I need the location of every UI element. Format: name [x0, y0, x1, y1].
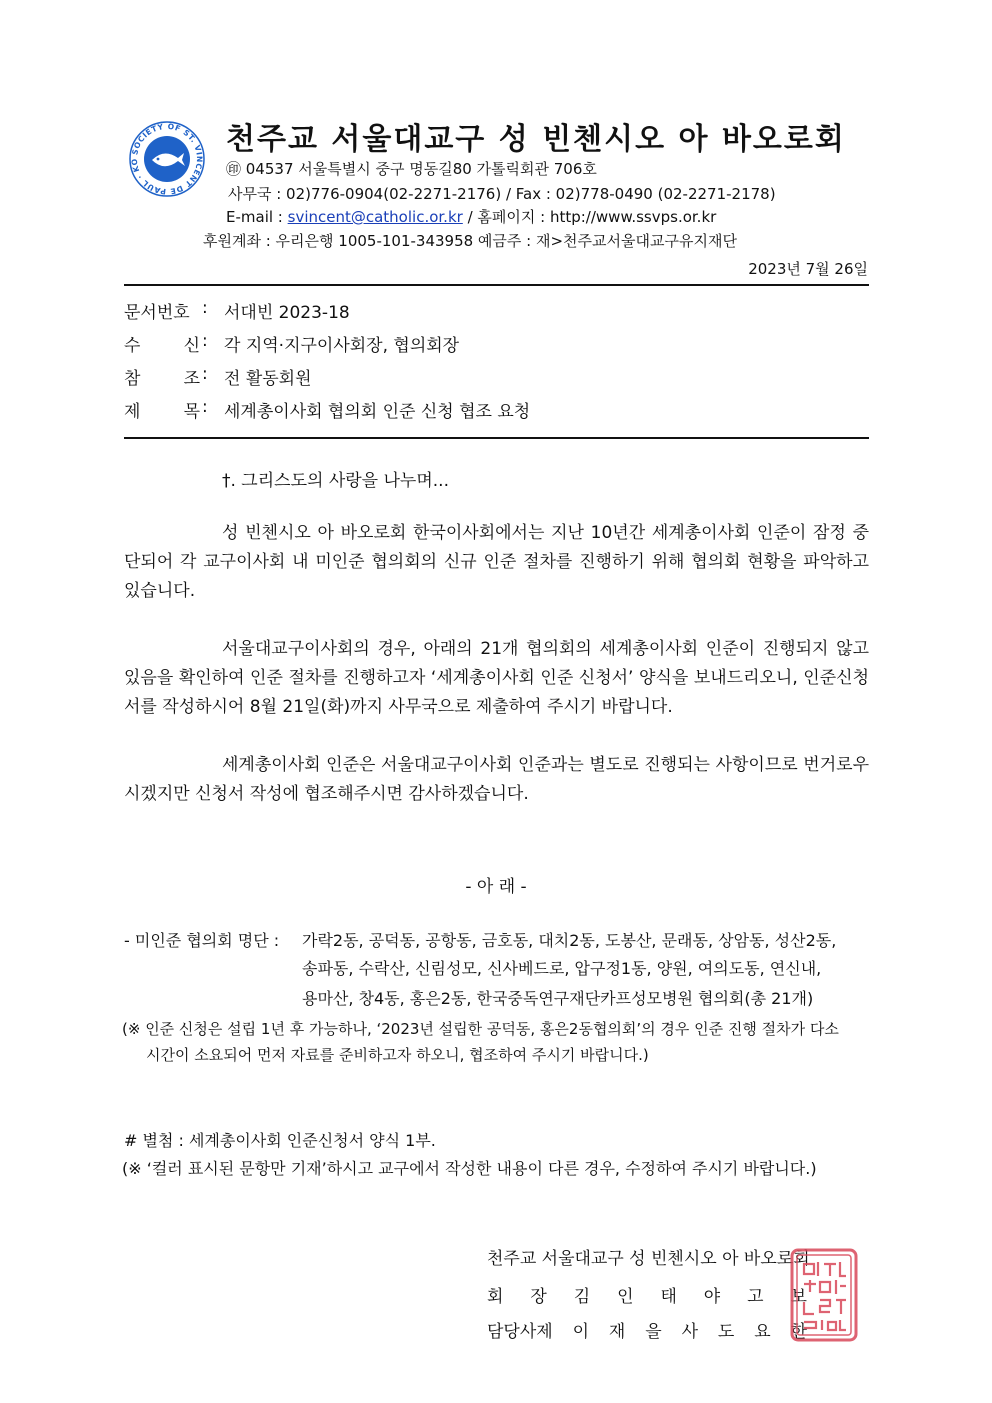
address-line: ㊞ 04537 서울특별시 중구 명동길80 가톨릭회관 706호 [226, 160, 597, 178]
below-heading: - 아 래 - [465, 877, 527, 897]
divider-bottom [124, 437, 869, 439]
divider-top [124, 284, 869, 286]
meta-label-char: 제 [124, 402, 141, 422]
meta-value: 각 지역·지구이사회장, 협의회장 [224, 336, 460, 356]
meta-label-char: 신 [183, 336, 200, 356]
approval-note [122, 1016, 870, 1068]
president-name-char: 고 [747, 1287, 764, 1307]
president-name-char: 김 [573, 1287, 591, 1307]
meta-label-char: 수 [124, 336, 141, 356]
meta-label [124, 331, 200, 356]
official-seal-stamp [790, 1248, 858, 1342]
meta-value: 세계총이사회 협의회 인준 신청 협조 요청 [224, 402, 531, 422]
priest-name-char: 요 [754, 1322, 771, 1342]
meta-value: 전 활동회원 [224, 369, 312, 389]
president-name-char: 태 [660, 1287, 677, 1307]
attachment-line: # 별첨 : 세계총이사회 인준신청서 양식 1부. [124, 1131, 436, 1150]
priest-name-char: 한 [790, 1322, 807, 1342]
president-name-char: 인 [617, 1287, 634, 1307]
greeting: †. 그리스도의 사랑을 나누며... [222, 471, 449, 491]
org-title: 천주교 서울대교구 성 빈첸시오 아 바오로회 [226, 122, 846, 157]
paragraph-1: 성 빈첸시오 아 바오로회 한국이사회에서는 지난 10년간 세계총이사회 인준이 잠정 중단되어 각 교구이사회 내 미인준 협의회의 신규 인준 절차를 진행하기 위해 협의회 현황을 파악하고 있습니다. [124, 523, 869, 601]
unapproved-list-line: 가락2동, 공덕동, 공항동, 금호동, 대치2동, 도봉산, 문래동, 상암동, 성산2동, [302, 931, 837, 950]
meta-label [124, 364, 200, 389]
meta-label: 문서번호 [124, 303, 190, 323]
priest-name-char: 이 [572, 1322, 590, 1342]
note-line: (※ 인준 신청은 설립 1년 후 가능하나, ‘2023년 설립한 공덕동, 홍은2동협의회’의 경우 인준 진행 절차가 다소 [122, 1020, 839, 1038]
president-title-char: 장 [530, 1287, 547, 1307]
logo-ring-text: SOCIETY OF ST. VINCENT DE PAUL · KO [129, 121, 205, 197]
president-title-char: 회 [487, 1287, 504, 1307]
meta-label-char: 목 [183, 402, 200, 422]
unapproved-list-line: 송파동, 수락산, 신림성모, 신사베드로, 압구정1동, 양원, 여의도동, 연신내, [302, 959, 822, 978]
office-contact-line: 사무국 : 02)776-0904(02-2271-2176) / Fax : 02)778-0490 (02-2271-2178) [228, 185, 776, 203]
document-date: 2023년 7월 26일 [748, 260, 868, 278]
signature-org: 천주교 서울대교구 성 빈첸시오 아 바오로회 [487, 1249, 810, 1269]
society-logo [128, 120, 206, 198]
note-line: 시간이 소요되어 먼저 자료를 준비하고자 하오니, 협조하여 주시기 바랍니다.) [146, 1046, 649, 1064]
signature-president [487, 1282, 807, 1307]
signature-priest [487, 1317, 807, 1342]
priest-name-char: 도 [717, 1322, 735, 1342]
president-name-char: 야 [703, 1287, 721, 1307]
attachment-note: (※ ‘컬러 표시된 문항만 기재’하시고 교구에서 작성한 내용이 다른 경우, 수정하여 주시기 바랍니다.) [122, 1159, 817, 1178]
paragraph-3: 세계총이사회 인준은 서울대교구이사회 인준과는 별도로 진행되는 사항이므로 번거로우시겠지만 신청서 작성에 협조해주시면 감사하겠습니다. [124, 755, 869, 804]
homepage-text: / 홈페이지 : http://www.ssvps.or.kr [462, 208, 717, 226]
email-link[interactable]: svincent@catholic.or.kr [287, 208, 463, 226]
priest-title: 담당사제 [487, 1322, 553, 1342]
priest-name-char: 을 [645, 1322, 662, 1342]
unapproved-list-line: 용마산, 창4동, 홍은2동, 한국중독연구재단카프성모병원 협의회(총 21개) [302, 989, 814, 1008]
email-label: E-mail : [226, 208, 288, 226]
meta-label [124, 397, 200, 422]
email-homepage-line [226, 206, 716, 227]
priest-name-char: 재 [608, 1322, 626, 1342]
meta-label-char: 참 [124, 369, 141, 389]
meta-label-char: 조 [183, 369, 200, 389]
priest-name-char: 사 [681, 1322, 699, 1342]
president-name-char: 보 [790, 1287, 807, 1307]
unapproved-list-label: - 미인준 협의회 명단 : [124, 931, 280, 950]
bank-account-line: 후원계좌 : 우리은행 1005-101-343958 예금주 : 재>천주교서울대교구유지재단 [203, 232, 737, 250]
meta-value: 서대빈 2023-18 [224, 303, 350, 323]
paragraph-2: 서울대교구이사회의 경우, 아래의 21개 협의회의 세계총이사회 인준이 진행되지 않고 있음을 확인하여 인준 절차를 진행하고자 ‘세계총이사회 인준 신청서’ 양식을 보내드리오니, 인준신청서를 작성하시어 8월 21일(화)까지 사무국으로 제출하여 주시기 바랍니다. [124, 639, 869, 717]
